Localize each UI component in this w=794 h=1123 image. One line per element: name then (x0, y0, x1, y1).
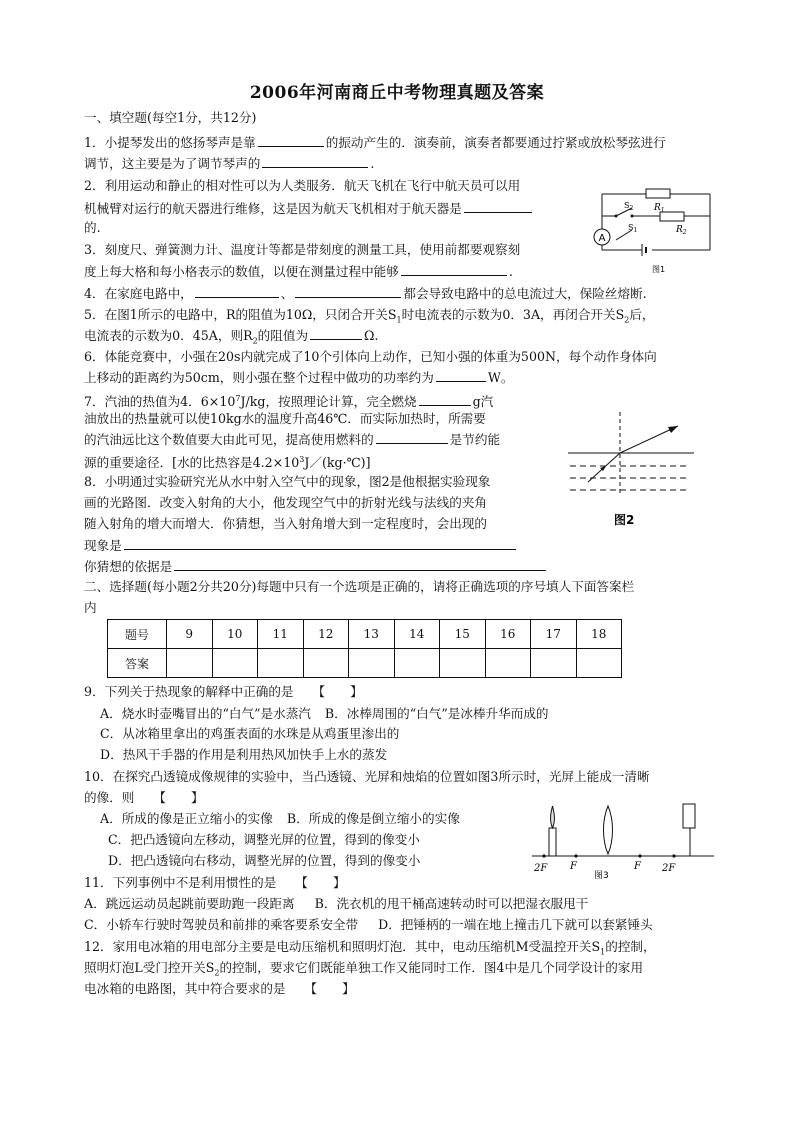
answer-table-answer-row (108, 649, 622, 678)
figure-3-lens-bench (530, 800, 716, 880)
question-8-line-5: 你猜想的依据是 (84, 558, 548, 575)
answer-blank[interactable] (258, 134, 324, 147)
question-5-line-2: 电流表的示数为0．45A，则$R_2$的阻值为 Ω. (84, 328, 379, 346)
answer-blank[interactable] (401, 263, 507, 276)
question-8-line-3: 随入射角的增大而增大．你猜想，当入射角增大到一定程度时，会出现的 (84, 516, 487, 531)
answer-blank[interactable] (195, 285, 279, 298)
answer-table-header-row (108, 620, 622, 649)
question-7-line-3: 的汽油远比这个数值要大由此可见，提高使用燃料的 是节约能 (84, 432, 501, 447)
question-10-line-1: 10．在探究凸透镜成像规律的实验中，当凸透镜、光屏和烛焰的位置如图3所示时，光屏上能成一清晰 (84, 769, 650, 784)
answer-cell[interactable] (167, 649, 213, 678)
figure-2-refraction (560, 408, 700, 538)
label-f-right: F (634, 861, 641, 872)
question-9-options-ab: A．烧水时壶嘴冒出的“白气”是水蒸汽 B．冰棒周围的“白气”是冰棒升华而成的 (100, 706, 549, 721)
answer-cell[interactable] (440, 649, 486, 678)
answer-table (107, 619, 622, 678)
answer-table-number: 17 (531, 620, 577, 649)
answer-table-number: 16 (485, 620, 531, 649)
page-title: 2006年河南商丘中考物理真题及答案 (249, 83, 545, 103)
answer-blank[interactable] (310, 327, 362, 340)
question-12-line-3: 电冰箱的电路图，其中符合要求的是 【 】 (84, 981, 355, 996)
answer-blank[interactable] (419, 393, 471, 406)
answer-cell[interactable] (531, 649, 577, 678)
question-6-line-1: 6．体能竞赛中，小强在20s内就完成了10个引体向上动作，已知小强的体重为500N，每个动作身体向 (84, 349, 657, 364)
section-2-heading-line-1: 二、选择题(每小题2分共20分)每题中只有一个选项是正确的，请将正确选项的序号填人下面答案栏 (84, 579, 635, 594)
question-10-options-ab: A．所成的像是正立缩小的实像 B．所成的像是倒立缩小的实像 (100, 811, 460, 826)
figure-2-caption: 图2 (614, 513, 635, 527)
answer-blank[interactable] (262, 155, 368, 168)
section-1-heading: 一、填空题(每空1分，共12分) (84, 110, 257, 125)
answer-blank[interactable] (376, 431, 448, 444)
r2-label: $R_2$ (676, 225, 687, 236)
answer-cell[interactable] (212, 649, 258, 678)
question-7-line-2: 油放出的热量就可以使10kg水的温度升高46℃．而实际加热时，所需要 (84, 411, 486, 426)
figure-1-caption: 图1 (652, 265, 666, 274)
section-2-heading-line-2: 内 (84, 600, 97, 615)
label-2f-left: 2F (534, 863, 548, 874)
question-8-line-4: 现象是 (84, 537, 518, 554)
question-8-line-1: 8．小明通过实验研究光从水中射入空气中的现象，图2是他根据实验现象 (84, 474, 491, 489)
question-7-line-4: 源的重要途径．[水的比热容是$4.2\times 10^3J/(kg\cdot℃)$] (84, 455, 371, 471)
answer-cell[interactable] (258, 649, 304, 678)
question-9-option-c: C．从冰箱里拿出的鸡蛋表面的水珠是从鸡蛋里渗出的 (100, 726, 400, 741)
answer-blank[interactable] (124, 537, 516, 550)
answer-table-number: 11 (258, 620, 304, 649)
question-2-line-2: 机械臂对运行的航天器进行维修，这是因为航天飞机相对于航天器是 (84, 200, 534, 217)
answer-table-number: 14 (394, 620, 440, 649)
question-3-line-2: 度上每大格和每小格表示的数值，以便在测量过程中能够 . (84, 264, 513, 279)
answer-blank[interactable] (295, 285, 401, 298)
answer-table-number: 18 (576, 620, 622, 649)
answer-cell[interactable] (394, 649, 440, 678)
answer-table-number: 12 (303, 620, 349, 649)
question-11-stem: 11．下列事例中不是利用惯性的是 【 】 (84, 875, 346, 890)
answer-cell[interactable] (303, 649, 349, 678)
answer-cell[interactable] (349, 649, 395, 678)
question-1-line-2: 调节，这主要是为了调节琴声的 . (84, 156, 375, 171)
answer-table-number: 15 (440, 620, 486, 649)
answer-table-number: 10 (212, 620, 258, 649)
question-8-line-2: 画的光路图．改变入射角的大小，他发现空气中的折射光线与法线的夹角 (84, 495, 487, 510)
refracted-ray-arrow-icon (668, 426, 678, 433)
figure-1-circuit (588, 182, 718, 278)
s1-label: $S_1$ (628, 223, 638, 234)
answer-table-number: 13 (349, 620, 395, 649)
question-12-line-1: 12．家用电冰箱的用电部分主要是电动压缩机和照明灯泡．其中，电动压缩机M受温控开关$S_1$的控制， (84, 939, 656, 957)
question-10-option-c: C．把凸透镜向左移动，调整光屏的位置，得到的像变小 (108, 832, 420, 847)
question-11-options-cd: C．小轿车行驶时驾驶员和前排的乘客要系安全带 D．把锤柄的一端在地上撞击几下就可以套紧锤头 (84, 917, 653, 932)
question-11-options-ab: A．跳远运动员起跳前要助跑一段距离 B．洗衣机的甩干桶高速转动时可以把湿衣服甩干 (84, 896, 589, 911)
answer-blank[interactable] (174, 558, 546, 571)
label-2f-right: 2F (662, 863, 676, 874)
s2-label: $S_2$ (624, 201, 634, 212)
answer-table-header-label: 题号 (108, 620, 167, 649)
r1-label: $R_1$ (654, 203, 665, 214)
figure-3-caption: 图3 (594, 871, 609, 880)
question-10-line-2: 的像．则 【 】 (84, 790, 204, 805)
question-12-line-2: 照明灯泡L受门控开关$S_2$的控制，要求它们既能单独工作又能同时工作．图4中是几个同学设计的家用 (84, 960, 644, 978)
question-9-option-d: D．热风干手器的作用是利用热风加快手上水的蒸发 (100, 747, 388, 762)
question-2-line-1: 2．利用运动和静止的相对性可以为人类服务．航天飞机在飞行中航天员可以用 (84, 178, 521, 193)
answer-table-number: 9 (167, 620, 213, 649)
question-9-stem: 9．下列关于热现象的解释中正确的是 【 】 (84, 684, 363, 699)
question-4: 4．在家庭电路中， 、 都会导致电路中的总电流过大，保险丝熔断. (84, 286, 647, 301)
answer-blank[interactable] (464, 200, 532, 213)
question-2-line-3: 的. (84, 220, 101, 235)
question-1-line-1: 1．小提琴发出的悠扬琴声是靠 的振动产生的．演奏前，演奏者都要通过拧紧或放松琴弦进行 (84, 135, 666, 150)
question-7-line-1: 7．汽油的热值为4．$6\times 10^7J/kg$，按照理论计算，完全燃烧 g汽 (84, 394, 494, 410)
question-10-option-d: D．把凸透镜向右移动，调整光屏的位置，得到的像变小 (108, 853, 421, 868)
question-6-line-2: 上移动的距离约为50cm，则小强在整个过程中做功的功率约为 W。 (84, 370, 514, 385)
question-5-line-1: 5．在图1所示的电路中，R的阻值为10Ω，只闭合开关$S_1$时电流表的示数为0．3A，再闭合开关$S_2$后， (84, 307, 655, 325)
question-3-line-1: 3．刻度尺、弹簧测力计、温度计等都是带刻度的测量工具，使用前都要观察刻 (84, 242, 521, 257)
answer-blank[interactable] (436, 369, 486, 382)
answer-cell[interactable] (485, 649, 531, 678)
label-f-left: F (570, 861, 577, 872)
ammeter-label: A (598, 233, 606, 244)
answer-cell[interactable] (576, 649, 622, 678)
answer-table-answer-label: 答案 (108, 649, 167, 678)
